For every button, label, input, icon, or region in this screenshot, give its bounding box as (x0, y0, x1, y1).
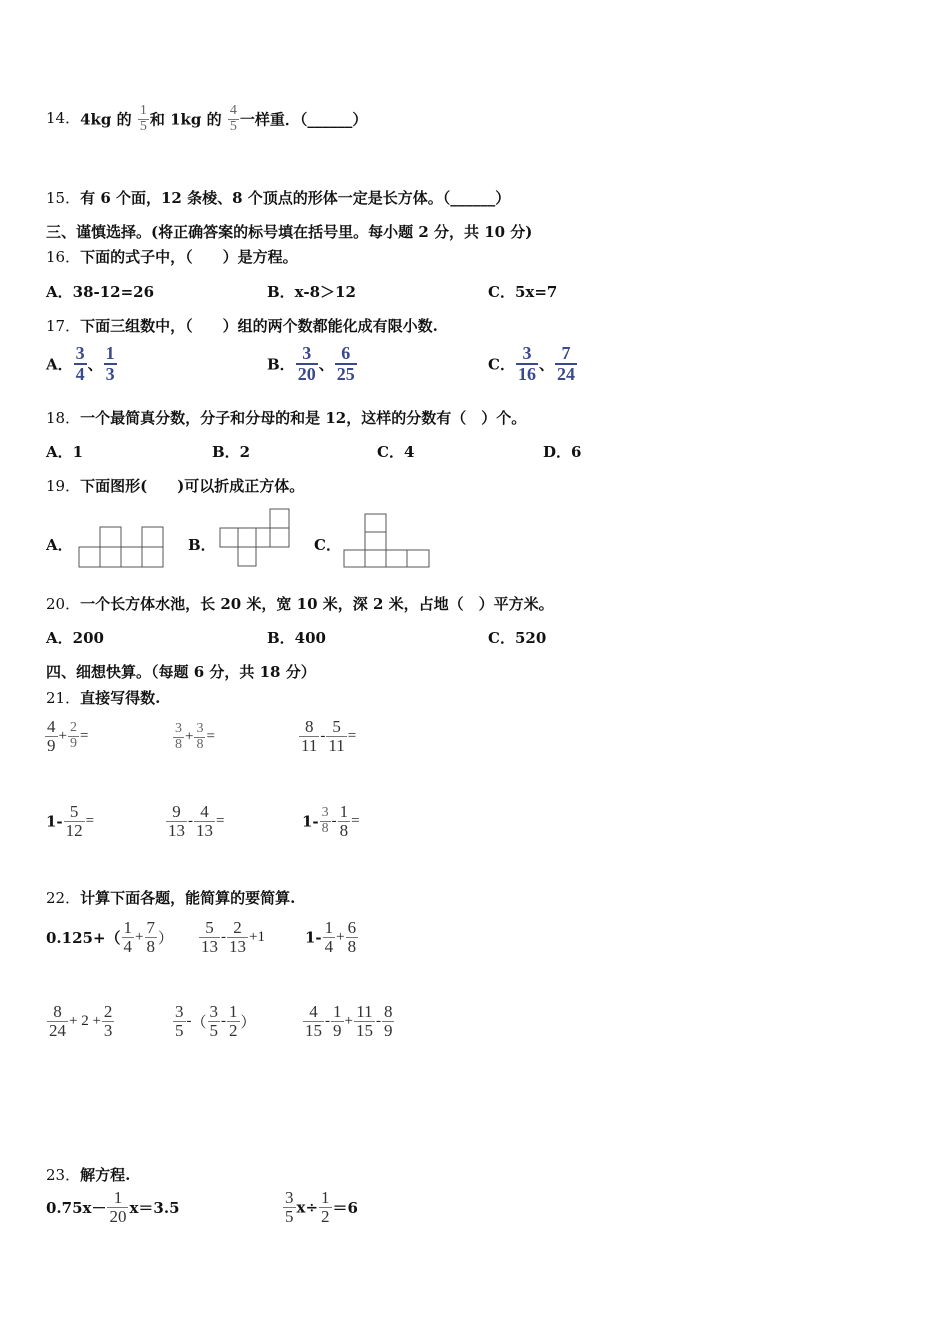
section-3-heading: 三、谨慎选择。(将正确答案的标号填在括号里。每小题 2 分，共 10 分) (46, 223, 533, 241)
question-text: 计算下面各题，能简算的要简算. (80, 889, 296, 907)
section-4-heading: 四、细想快算。（每题 6 分，共 18 分） (46, 663, 316, 681)
question-text: 直接写得数. (80, 689, 161, 707)
option-b[interactable]: B．x-8＞12 (267, 283, 356, 301)
expression: $\frac{8}{24}$ + 2 + $\frac{2}{3}$ (49, 1002, 113, 1040)
option-d[interactable]: D．6 (543, 443, 582, 461)
expression: 1- $\frac{3}{8}$ - $\frac{1}{8}$ = (302, 802, 360, 840)
question-text: 解方程. (80, 1166, 131, 1184)
option-b[interactable]: B．2 (212, 443, 251, 461)
question-number: 21． (46, 689, 81, 707)
question-text: 一个最简真分数，分子和分母的和是 12，这样的分数有（ ）个。 (80, 409, 527, 427)
question-17 (46, 315, 438, 336)
equation: 0.75x－ $\frac{1}{20}$ x＝3.5 (46, 1188, 180, 1226)
option-b[interactable]: B．400 (267, 629, 326, 647)
question-text: 下面三组数中，（ ）组的两个数都能化成有限小数. (80, 317, 438, 335)
question-number: 19． (46, 477, 81, 495)
option-c[interactable]: C．5x=7 (488, 283, 558, 301)
expression: $\frac{9}{13}$ - $\frac{4}{13}$ = (168, 802, 225, 840)
expression: $\frac{3}{5}$ -（ $\frac{3}{5}$ - $\frac{1}{2}$ ） (175, 1002, 256, 1040)
expression: 1- $\frac{1}{4}$ + $\frac{6}{8}$ (305, 918, 357, 956)
option-a[interactable]: A． $\frac{3}{4}$ 、 $\frac{1}{3}$ (46, 343, 115, 384)
question-14 (46, 104, 367, 134)
question-number: 23． (46, 1166, 81, 1184)
fraction: $\frac{4}{5}$ (229, 103, 237, 134)
option-a[interactable]: A．1 (46, 443, 84, 461)
option-b[interactable]: B． (188, 536, 216, 554)
question-21 (46, 687, 160, 708)
question-15 (46, 187, 510, 208)
question-19 (46, 475, 304, 496)
question-text: 下面的式子中，（ ）是方程。 (80, 248, 298, 266)
expression: 0.125+（ $\frac{1}{4}$ + $\frac{7}{8}$ ） (46, 918, 174, 956)
question-number: 22． (46, 889, 81, 907)
cube-net-a[interactable] (78, 526, 164, 568)
question-22 (46, 887, 295, 908)
fraction: $\frac{1}{5}$ (139, 103, 147, 134)
question-number: 15． (46, 189, 81, 207)
question-23 (46, 1164, 130, 1185)
expression: $\frac{3}{8}$ + $\frac{3}{8}$ = (175, 721, 215, 752)
equation: $\frac{3}{5}$ x÷ $\frac{1}{2}$ ＝6 (285, 1188, 358, 1226)
option-c[interactable]: C．4 (377, 443, 415, 461)
q14-text-3: 一样重．（______） (239, 110, 368, 129)
question-text: 下面图形( )可以折成正方体。 (80, 477, 305, 495)
option-b[interactable]: B． $\frac{3}{20}$ 、 $\frac{6}{25}$ (267, 343, 355, 384)
expression: $\frac{8}{11}$ - $\frac{5}{11}$ = (301, 717, 357, 755)
question-number: 20． (46, 595, 81, 613)
option-a[interactable]: A． (46, 536, 73, 554)
option-c[interactable]: C． (314, 536, 341, 554)
question-number: 14． (46, 109, 81, 128)
question-number: 16． (46, 248, 81, 266)
option-a[interactable]: A．38-12=26 (46, 283, 155, 301)
q14-text-2: 和 1kg 的 (149, 110, 222, 129)
q14-text-1: 4kg 的 (80, 110, 132, 129)
expression: $\frac{5}{13}$ - $\frac{2}{13}$ +1 (201, 918, 265, 956)
question-number: 17． (46, 317, 81, 335)
option-a[interactable]: A．200 (46, 629, 104, 647)
option-c[interactable]: C． $\frac{3}{16}$ 、 $\frac{7}{24}$ (488, 343, 575, 384)
question-18 (46, 407, 526, 428)
expression: $\frac{4}{15}$ - $\frac{1}{9}$ + $\frac{11}{15}$ - $\frac{8}{9}$ (305, 1002, 393, 1040)
cube-net-b[interactable] (219, 508, 291, 568)
question-16 (46, 246, 298, 267)
question-number: 18． (46, 409, 81, 427)
question-text: 有 6 个面，12 条棱、8 个顶点的形体一定是长方体。（______） (80, 189, 511, 207)
option-c[interactable]: C．520 (488, 629, 547, 647)
question-text: 一个长方体水池，长 20 米，宽 10 米，深 2 米，占地（ ）平方米。 (80, 595, 554, 613)
expression: 1- $\frac{5}{12}$ = (46, 802, 95, 840)
question-20 (46, 593, 554, 614)
expression: $\frac{4}{9}$ + $\frac{2}{9}$ = (47, 717, 89, 755)
cube-net-c[interactable] (343, 513, 431, 569)
